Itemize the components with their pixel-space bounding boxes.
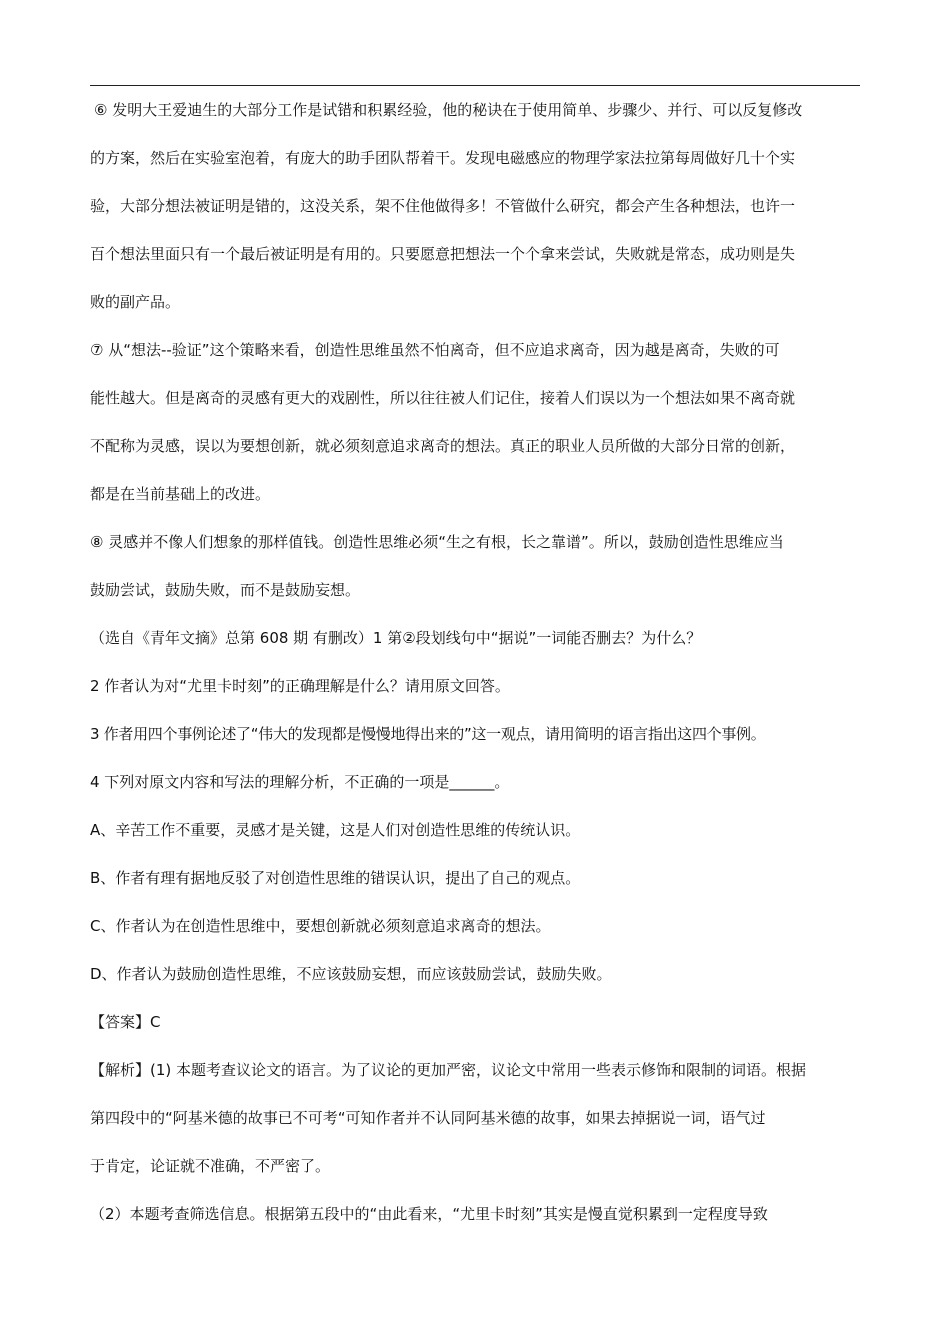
analysis-line-3: 于肯定，论证就不准确，不严密了。 (90, 1157, 331, 1175)
analysis-line-2: 第四段中的“阿基米德的故事已不可考“可知作者并不认同阿基米德的故事，如果去掉据说一词，语气过 (90, 1109, 766, 1127)
paragraph-6-line-2: 的方案，然后在实验室泡着，有庞大的助手团队帮着干。发现电磁感应的物理学家法拉第每周做好几十个实 (90, 149, 796, 167)
paragraph-6-line-5: 败的副产品。 (90, 293, 181, 311)
paragraph-7-line-3: 不配称为灵感，误以为要想创新，就必须刻意追求离奇的想法。真正的职业人员所做的大部分日常的创新， (90, 437, 796, 455)
paragraph-7-line-2: 能性越大。但是离奇的灵感有更大的戏剧性，所以往往被人们记住，接着人们误以为一个想法如果不离奇就 (90, 389, 796, 407)
header-divider (90, 85, 860, 86)
document-body (90, 96, 865, 1248)
answer-line: 【答案】C (90, 1013, 161, 1031)
option-a: A、辛苦工作不重要，灵感才是关键，这是人们对创造性思维的传统认识。 (90, 821, 581, 839)
paragraph-8-line-2: 鼓励尝试，鼓励失败，而不是鼓励妄想。 (90, 581, 361, 599)
paragraph-6-line-3: 验，大部分想法被证明是错的，这没关系，架不住他做得多！不管做什么研究，都会产生各种想法，也许一 (90, 197, 796, 215)
paragraph-6-line-1: ⑥ 发明大王爱迪生的大部分工作是试错和积累经验，他的秘诀在于使用简单、步骤少、并行、可以反复修改 (94, 101, 803, 119)
paragraph-8-line-1: ⑧ 灵感并不像人们想象的那样值钱。创造性思维必须“生之有根，长之靠谱”。所以，鼓励创造性思维应当 (90, 533, 784, 551)
question-2: 2 作者认为对“尤里卡时刻”的正确理解是什么？请用原文回答。 (90, 677, 510, 695)
paragraph-7-line-4: 都是在当前基础上的改进。 (90, 485, 271, 503)
paragraph-7-line-1: ⑦ 从“想法--验证”这个策略来看，创造性思维虽然不怕离奇，但不应追求离奇，因为越是离奇，失败的可 (90, 341, 780, 359)
paragraph-6-line-4: 百个想法里面只有一个最后被证明是有用的。只要愿意把想法一个个拿来尝试，失败就是常态，成功则是失 (90, 245, 796, 263)
analysis-line-4: （2）本题考查筛选信息。根据第五段中的“由此看来，“尤里卡时刻”其实是慢直觉积累到一定程度导致 (90, 1205, 768, 1223)
question-3: 3 作者用四个事例论述了“伟大的发现都是慢慢地得出来的”这一观点，请用简明的语言指出这四个事例。 (90, 725, 766, 743)
question-4: 4 下列对原文内容和写法的理解分析，不正确的一项是______。 (90, 773, 510, 791)
option-c: C、作者认为在创造性思维中，要想创新就必须刻意追求离奇的想法。 (90, 917, 551, 935)
option-b: B、作者有理有据地反驳了对创造性思维的错误认识，提出了自己的观点。 (90, 869, 581, 887)
source-and-question-1: （选自《青年文摘》总第 608 期 有删改）1 第②段划线句中“据说”一词能否删去？为什么？ (90, 629, 702, 647)
option-d: D、作者认为鼓励创造性思维，不应该鼓励妄想，而应该鼓励尝试，鼓励失败。 (90, 965, 612, 983)
analysis-line-1: 【解析】(1) 本题考查议论文的语言。为了议论的更加严密，议论文中常用一些表示修饰和限制的词语。根据 (90, 1061, 807, 1079)
